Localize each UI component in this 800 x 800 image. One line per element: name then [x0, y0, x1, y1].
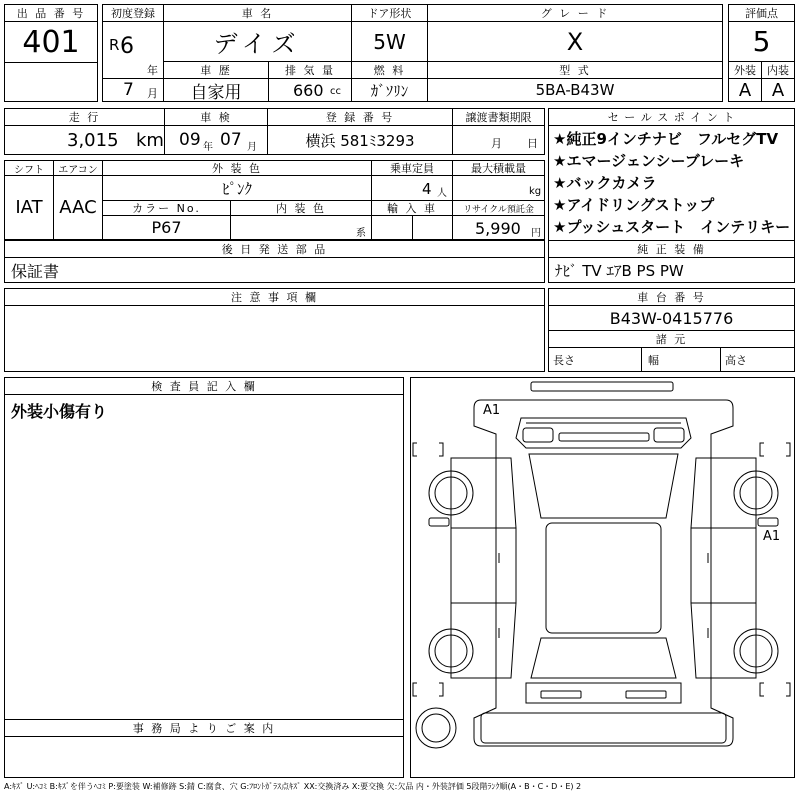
chassis-number-value: B43W-0415776	[548, 305, 795, 331]
registration-month: 7	[123, 80, 134, 100]
notes-label: 注 意 事 項 欄	[4, 288, 545, 306]
door-type-label: ドア形状	[351, 4, 428, 22]
office-notice-box	[4, 736, 404, 778]
legend-text: A:ｷｽﾞ U:ﾍｺﾐ B:ｷｽﾞを伴うﾍｺﾐ P:要塗装 W:補修跡 S:錆 C:腐食、穴 G:ﾌﾛﾝﾄｶﾞﾗｽ点ｷｽﾞ XX:交換済み X:要交換 欠:欠品 内・外装評価 5段階ﾗﾝｸ順(A・B・C・D・E) 2	[4, 782, 582, 791]
exterior-color-value: ﾋﾟﾝｸ	[102, 175, 372, 201]
interior-grade-value: A	[761, 78, 795, 102]
history-value: 自家用	[163, 78, 269, 102]
color-number-label: カラー No.	[102, 200, 231, 216]
first-registration-month-box	[102, 78, 164, 102]
mileage-label: 走 行	[4, 108, 165, 126]
era-label: R	[109, 36, 120, 54]
sales-point-item: ★純正9インチナビ フルセグTV	[553, 130, 779, 148]
sales-point-item: ★プッシュスタート インテリキー	[553, 218, 791, 236]
first-registration-year-box	[102, 21, 164, 79]
plate-label: 登 録 番 号	[267, 108, 453, 126]
displacement-box	[268, 78, 352, 102]
max-load-label: 最大積載量	[452, 160, 545, 176]
later-parts-value: 保証書	[4, 257, 545, 283]
exterior-grade-value: A	[728, 78, 762, 102]
door-type-value: 5W	[351, 21, 428, 62]
plate-value: 横浜 581ﾐ3293	[267, 125, 453, 155]
model-label: 型 式	[427, 61, 723, 79]
inspection-month: 07	[220, 130, 242, 150]
interior-color-unit: 系	[356, 228, 366, 239]
capacity-box	[371, 175, 453, 201]
inspection-year: 09	[179, 130, 201, 150]
score-label: 評価点	[728, 4, 795, 22]
rear-bumper-outline	[481, 713, 726, 743]
max-load-unit: kg	[529, 186, 542, 197]
capacity-label: 乗車定員	[371, 160, 453, 176]
sales-point-item: ★アイドリングストップ	[553, 196, 715, 214]
grade-label: グ レ ー ド	[427, 4, 723, 22]
windshield-outline	[529, 454, 678, 518]
recycle-deposit-label: リサイクル預託金	[452, 200, 545, 216]
transfer-deadline-label: 譲渡書類期限	[452, 108, 545, 126]
inspector-remarks-text: 外装小傷有り	[11, 402, 108, 421]
width-label: 幅	[641, 347, 721, 372]
car-body-outline	[474, 400, 733, 746]
sales-point-item: ★バックカメラ	[553, 174, 657, 192]
import-divider	[412, 216, 413, 239]
office-notice-label: 事 務 局 よ り ご 案 内	[4, 719, 404, 737]
recycle-deposit-value: 5,990	[475, 219, 521, 238]
inspection-year-unit: 年	[203, 142, 213, 153]
displacement-label: 排 気 量	[268, 61, 352, 79]
interior-grade-label: 内装	[761, 61, 795, 79]
roof-outline	[546, 523, 661, 633]
ac-value: AAC	[53, 175, 103, 240]
year-unit: 年	[147, 64, 158, 77]
equipment-value: ﾅﾋﾞ TV ｴｱB PS PW	[548, 257, 795, 283]
interior-color-box	[230, 215, 372, 240]
car-name-label: 車 名	[163, 4, 352, 22]
inspector-remarks-box	[4, 394, 404, 720]
displacement-value: 660	[293, 81, 324, 100]
import-label: 輸 入 車	[371, 200, 453, 216]
exterior-grade-label: 外装	[728, 61, 762, 79]
car-name-value: デイズ	[163, 21, 352, 62]
registration-year: 6	[120, 34, 134, 59]
damage-mark: A1	[763, 529, 781, 544]
interior-color-label: 内 装 色	[230, 200, 372, 216]
lot-number-label: 出 品 番 号	[4, 4, 98, 22]
inspection-box	[164, 125, 268, 155]
shift-label: シフト	[4, 160, 54, 176]
displacement-unit: cc	[330, 86, 341, 97]
fuel-label: 燃 料	[351, 61, 428, 79]
mileage-unit: km	[136, 130, 164, 151]
color-number-value: P67	[102, 215, 231, 240]
later-parts-label: 後 日 発 送 部 品	[4, 240, 545, 258]
inspector-remarks-label: 検 査 員 記 入 欄	[4, 377, 404, 395]
score-value: 5	[728, 21, 795, 62]
notes-box	[4, 305, 545, 372]
fuel-value: ｶﾞｿﾘﾝ	[351, 78, 428, 102]
inspection-label: 車 検	[164, 108, 268, 126]
grade-value: X	[427, 21, 723, 62]
model-value: 5BA-B43W	[427, 78, 723, 102]
mileage-box	[4, 125, 165, 155]
exterior-color-label: 外 装 色	[102, 160, 372, 176]
sales-point-item: ★エマージェンシーブレーキ	[553, 152, 745, 170]
car-diagram	[411, 378, 796, 779]
car-diagram-panel	[410, 377, 795, 778]
specs-label: 諸 元	[548, 330, 795, 348]
transfer-month-unit: 月	[491, 137, 502, 150]
max-load-box	[452, 175, 545, 201]
month-unit: 月	[147, 87, 158, 100]
first-registration-label: 初度登録	[102, 4, 164, 22]
transfer-day-unit: 日	[527, 137, 538, 150]
sales-points-box	[548, 125, 795, 241]
history-label: 車 歴	[163, 61, 269, 79]
damage-mark: A1	[483, 403, 501, 418]
lot-number-value: 401	[4, 21, 98, 63]
transfer-deadline-box	[452, 125, 545, 155]
height-label: 高さ	[720, 347, 795, 372]
capacity-unit: 人	[437, 188, 447, 199]
shift-value: IAT	[4, 175, 54, 240]
recycle-deposit-box	[452, 215, 545, 240]
chassis-number-label: 車 台 番 号	[548, 288, 795, 306]
import-box	[371, 215, 453, 240]
sales-points-label: セ ー ル ス ポ イ ン ト	[548, 108, 795, 126]
front-bumper-outline	[531, 382, 673, 391]
ac-label: エアコン	[53, 160, 103, 176]
capacity-value: 4	[422, 180, 432, 198]
inspection-month-unit: 月	[247, 142, 257, 153]
recycle-deposit-unit: 円	[531, 228, 541, 239]
equipment-label: 純 正 装 備	[548, 240, 795, 258]
lot-number-blank	[4, 62, 98, 102]
length-label: 長さ	[548, 347, 642, 372]
mileage-value: 3,015	[67, 130, 119, 151]
